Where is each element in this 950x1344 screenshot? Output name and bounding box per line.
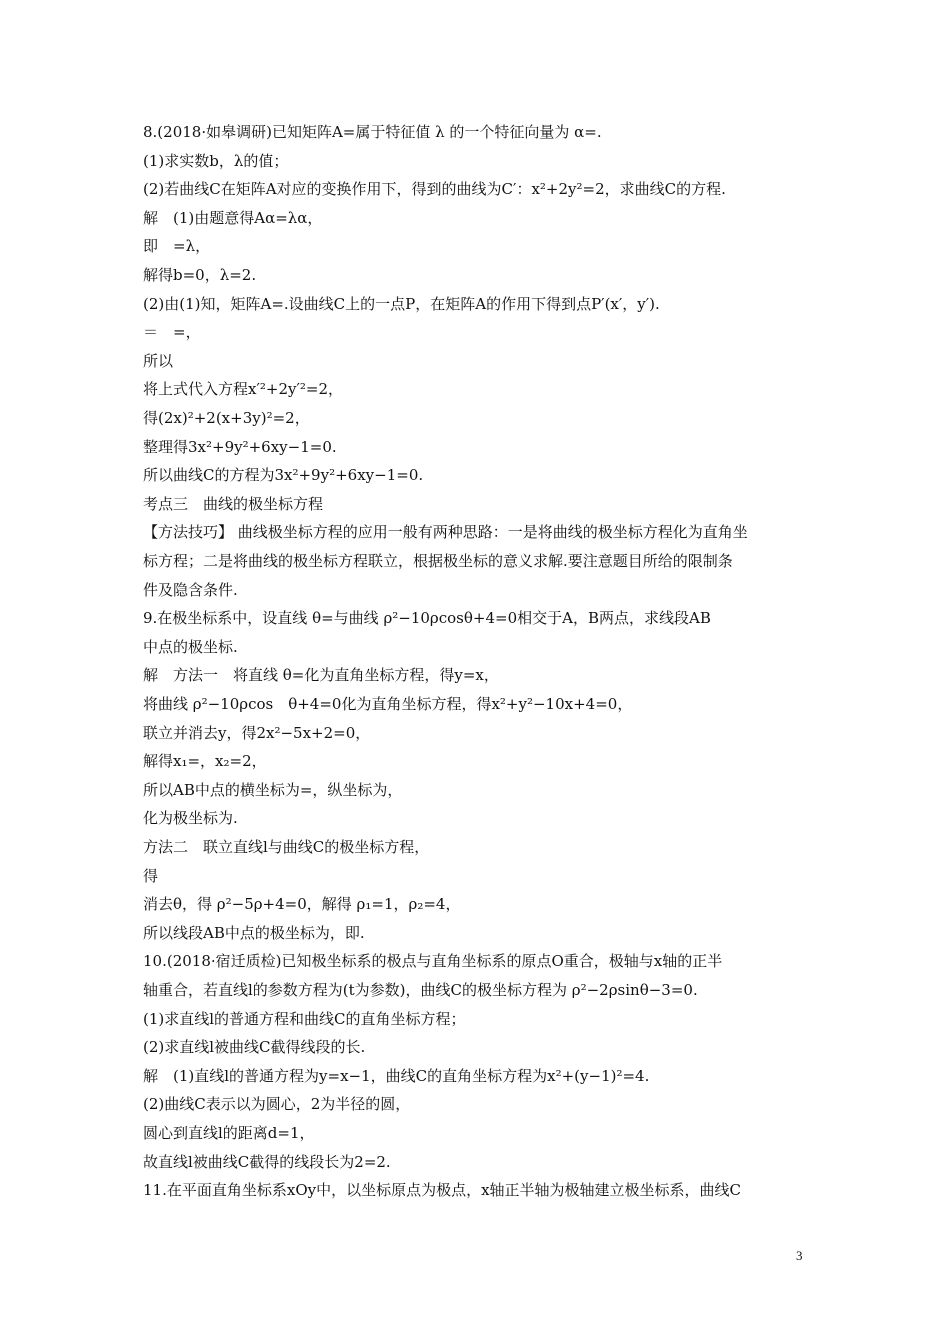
- text-line: 解 (1)直线l的普通方程为y=x−1，曲线C的直角坐标方程为x²+(y−1)²=4.: [143, 1067, 650, 1085]
- text-line: 件及隐含条件.: [143, 581, 238, 599]
- text-line: 方法二 联立直线l与曲线C的极坐标方程，: [143, 838, 430, 856]
- text-line: (1)求实数b，λ的值；: [143, 152, 289, 170]
- text-line: 消去θ，得 ρ²−5ρ+4=0，解得 ρ₁=1，ρ₂=4，: [143, 895, 461, 913]
- text-line: 中点的极坐标.: [143, 638, 238, 656]
- text-line: 【方法技巧】 曲线极坐标方程的应用一般有两种思路：一是将曲线的极坐标方程化为直角坐: [143, 523, 748, 541]
- text-line: 将曲线 ρ²−10ρcos θ+4=0化为直角坐标方程，得x²+y²−10x+4=0，: [143, 695, 633, 713]
- text-line: ＝ =，: [143, 323, 201, 341]
- text-line: 所以: [143, 352, 174, 370]
- text-line: 化为极坐标为.: [143, 809, 238, 827]
- text-line: (2)曲线C表示以为圆心，2为半径的圆，: [143, 1095, 411, 1113]
- text-line: 得(2x)²+2(x+3y)²=2，: [143, 409, 310, 427]
- text-line: 故直线l被曲线C截得的线段长为2=2.: [143, 1153, 391, 1171]
- text-line: 联立并消去y，得2x²−5x+2=0，: [143, 724, 371, 742]
- text-line: (1)求直线l的普通方程和曲线C的直角坐标方程；: [143, 1010, 466, 1028]
- text-line: 将上式代入方程x′²+2y′²=2，: [143, 380, 343, 398]
- text-line: (2)由(1)知，矩阵A=.设曲线C上的一点P，在矩阵A的作用下得到点P′(x′，y′).: [143, 295, 660, 313]
- text-line: 圆心到直线l的距离d=1，: [143, 1124, 315, 1142]
- text-line: 考点三 曲线的极坐标方程: [143, 495, 324, 513]
- text-line: 8.(2018·如皋调研)已知矩阵A=属于特征值 λ 的一个特征向量为 α=.: [143, 123, 602, 141]
- text-line: 解得b=0，λ=2.: [143, 266, 257, 284]
- text-line: 解 方法一 将直线 θ=化为直角坐标方程，得y=x，: [143, 666, 499, 684]
- text-line: 解 (1)由题意得Aα=λα，: [143, 209, 323, 227]
- text-line: 9.在极坐标系中，设直线 θ=与曲线 ρ²−10ρcosθ+4=0相交于A，B两点，求线段AB: [143, 609, 711, 627]
- text-line: 解得x₁=，x₂=2，: [143, 752, 267, 770]
- text-line: (2)若曲线C在矩阵A对应的变换作用下，得到的曲线为C′：x²+2y²=2，求曲线C的方程.: [143, 180, 726, 198]
- text-line: 得: [143, 867, 159, 885]
- text-line: 所以线段AB中点的极坐标为，即.: [143, 924, 365, 942]
- text-line: 所以AB中点的横坐标为=，纵坐标为，: [143, 781, 403, 799]
- text-line: 轴重合，若直线l的参数方程为(t为参数)，曲线C的极坐标方程为 ρ²−2ρsinθ−3=0.: [143, 981, 698, 999]
- text-line: 10.(2018·宿迁质检)已知极坐标系的极点与直角坐标系的原点O重合，极轴与x轴的正半: [143, 952, 723, 970]
- page-number: 3: [796, 1248, 803, 1263]
- text-line: 标方程；二是将曲线的极坐标方程联立，根据极坐标的意义求解.要注意题目所给的限制条: [143, 552, 733, 570]
- text-line: 整理得3x²+9y²+6xy−1=0.: [143, 438, 337, 456]
- text-line: 即 =λ，: [143, 237, 211, 255]
- text-line: (2)求直线l被曲线C截得线段的长.: [143, 1038, 366, 1056]
- text-line: 所以曲线C的方程为3x²+9y²+6xy−1=0.: [143, 466, 424, 484]
- text-line: 11.在平面直角坐标系xOy中，以坐标原点为极点，x轴正半轴为极轴建立极坐标系，曲线C: [143, 1181, 742, 1199]
